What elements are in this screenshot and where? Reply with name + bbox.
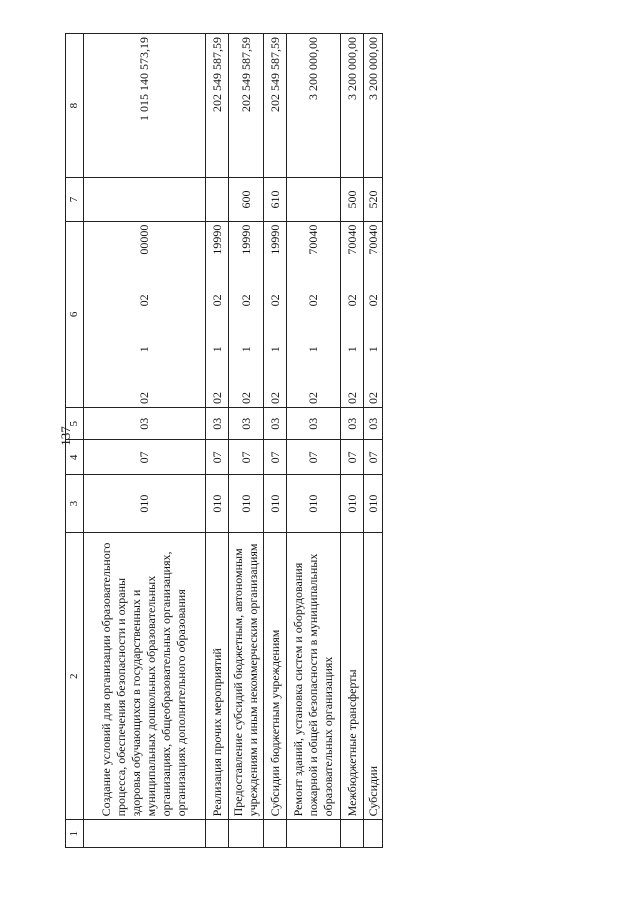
expense-type-code <box>287 178 341 221</box>
section-code: 07 <box>287 440 341 475</box>
subsection-code: 03 <box>229 407 264 439</box>
row-name: Субсидии <box>364 533 383 820</box>
table-row <box>364 34 383 848</box>
header-cell: 4 <box>66 440 84 475</box>
grbs-code: 010 <box>206 475 229 533</box>
target-article-code: 02 1 02 19990 <box>229 221 264 407</box>
subsection-code: 03 <box>83 407 206 439</box>
row-name: Реализация прочих мероприятий <box>206 533 229 820</box>
section-code: 07 <box>264 440 287 475</box>
target-article-code: 02 1 02 70040 <box>287 221 341 407</box>
header-cell: 7 <box>66 178 84 221</box>
table-row <box>287 34 341 848</box>
row-number-cell <box>287 820 341 848</box>
expense-type-code: 500 <box>341 178 364 221</box>
grbs-code: 010 <box>264 475 287 533</box>
row-number-cell <box>206 820 229 848</box>
grbs-code: 010 <box>83 475 206 533</box>
section-code: 07 <box>364 440 383 475</box>
amount: 202 549 587,59 <box>229 34 264 178</box>
target-article-code: 02 1 02 19990 <box>206 221 229 407</box>
expense-type-code <box>83 178 206 221</box>
subsection-code: 03 <box>341 407 364 439</box>
expense-type-code: 520 <box>364 178 383 221</box>
target-article-code: 02 1 02 70040 <box>341 221 364 407</box>
amount: 3 200 000,00 <box>287 34 341 178</box>
header-cell: 2 <box>66 533 84 820</box>
table-row <box>229 34 264 848</box>
row-number-cell <box>364 820 383 848</box>
header-cell: 6 <box>66 221 84 407</box>
row-number-cell <box>264 820 287 848</box>
row-number-cell <box>341 820 364 848</box>
grbs-code: 010 <box>364 475 383 533</box>
row-name: Создание условий для организации образовательного процесса, обеспечения безопасности и охраны здоровья обучающихся в государственных и муниципальных дошкольных образовательных организациях, общеобразовательных организациях, организациях дополнительного образования <box>83 533 206 820</box>
grbs-code: 010 <box>341 475 364 533</box>
row-number-cell <box>229 820 264 848</box>
section-code: 07 <box>83 440 206 475</box>
amount: 1 015 140 573,19 <box>83 34 206 178</box>
amount: 3 200 000,00 <box>341 34 364 178</box>
expense-type-code: 610 <box>264 178 287 221</box>
table-row <box>206 34 229 848</box>
row-number-cell <box>83 820 206 848</box>
subsection-code: 03 <box>364 407 383 439</box>
budget-table <box>65 33 383 848</box>
grbs-code: 010 <box>229 475 264 533</box>
subsection-code: 03 <box>287 407 341 439</box>
header-cell: 8 <box>66 34 84 178</box>
row-name: Ремонт зданий, установка систем и оборудования пожарной и общей безопасности в муниципальных образовательных организациях <box>287 533 341 820</box>
row-name: Межбюджетные трансферты <box>341 533 364 820</box>
amount: 202 549 587,59 <box>264 34 287 178</box>
subsection-code: 03 <box>264 407 287 439</box>
table-header-row <box>66 34 84 848</box>
section-code: 07 <box>341 440 364 475</box>
header-cell: 5 <box>66 407 84 439</box>
expense-type-code <box>206 178 229 221</box>
table-row <box>264 34 287 848</box>
row-name: Субсидии бюджетным учреждениям <box>264 533 287 820</box>
amount: 202 549 587,59 <box>206 34 229 178</box>
subsection-code: 03 <box>206 407 229 439</box>
page-number: 137 <box>57 426 73 446</box>
target-article-code: 02 1 02 00000 <box>83 221 206 407</box>
target-article-code: 02 1 02 19990 <box>264 221 287 407</box>
section-code: 07 <box>229 440 264 475</box>
expense-type-code: 600 <box>229 178 264 221</box>
target-article-code: 02 1 02 70040 <box>364 221 383 407</box>
section-code: 07 <box>206 440 229 475</box>
amount: 3 200 000,00 <box>364 34 383 178</box>
header-cell: 1 <box>66 820 84 848</box>
grbs-code: 010 <box>287 475 341 533</box>
row-name: Предоставление субсидий бюджетным, автономным учреждениям и иным некоммерческим организациям <box>229 533 264 820</box>
table-row <box>83 34 206 848</box>
table-row <box>341 34 364 848</box>
header-cell: 3 <box>66 475 84 533</box>
